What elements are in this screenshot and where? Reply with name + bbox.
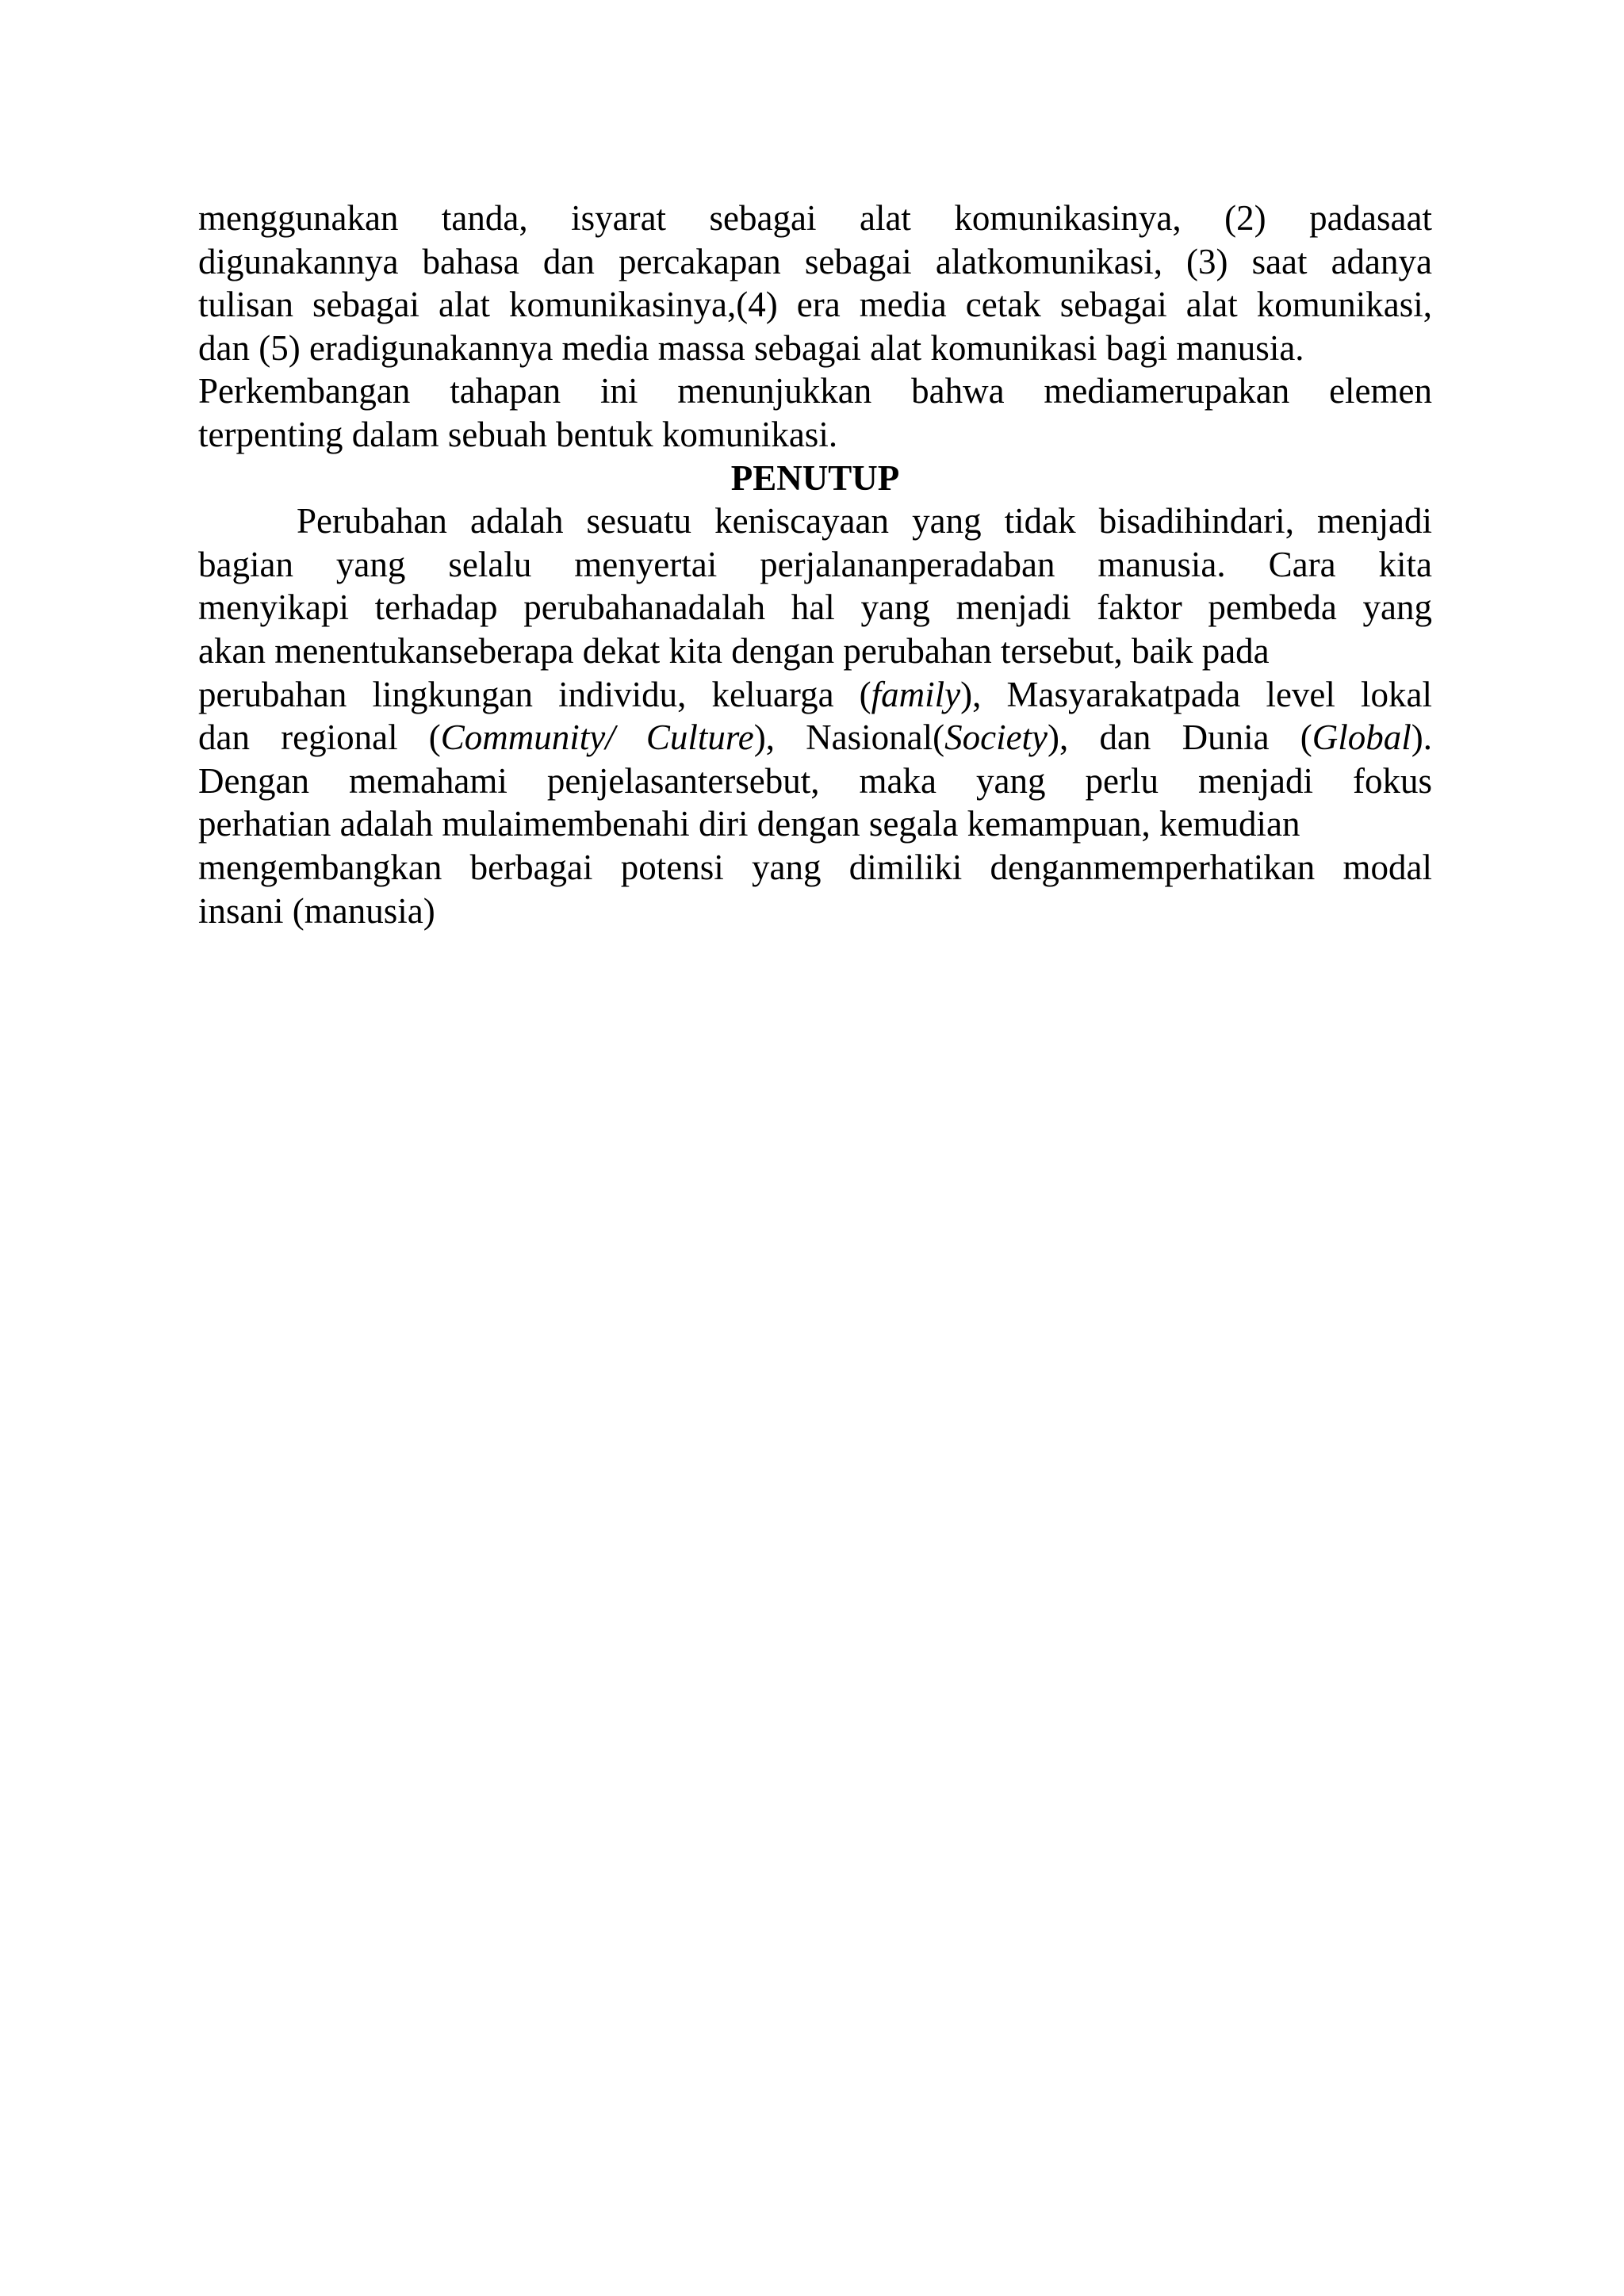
italic-term: Society	[944, 718, 1048, 758]
body-text-line	[198, 716, 1432, 760]
italic-term: family	[871, 674, 961, 714]
body-text-line: mengembangkan berbagai potensi yang dimiliki denganmemperhatikan modal	[198, 847, 1432, 887]
body-text-line: menggunakan tanda, isyarat sebagai alat komunikasinya, (2) padasaat	[198, 198, 1432, 238]
section-heading: PENUTUP	[730, 457, 900, 498]
body-text-line: menyikapi terhadap perubahanadalah hal yang menjadi faktor pembeda yang	[198, 587, 1432, 628]
text-segment: ).	[1411, 718, 1432, 758]
document-body	[198, 197, 1432, 932]
body-text-line: terpenting dalam sebuah bentuk komunikasi.	[198, 414, 838, 454]
text-segment: ), Nasional(	[753, 718, 945, 758]
italic-term: Global	[1312, 718, 1411, 758]
text-segment: perubahan lingkungan individu, keluarga (	[198, 674, 871, 714]
body-text-line: dan (5) eradigunakannya media massa sebagai alat komunikasi bagi manusia.	[198, 327, 1304, 368]
italic-term: Community/ Culture	[440, 718, 754, 758]
body-text-line	[198, 673, 1432, 717]
body-text-line: akan menentukanseberapa dekat kita dengan perubahan tersebut, baik pada	[198, 630, 1270, 671]
body-text-line: Dengan memahami penjelasantersebut, maka yang perlu menjadi fokus	[198, 760, 1432, 801]
body-text-line: tulisan sebagai alat komunikasinya,(4) era media cetak sebagai alat komunikasi,	[198, 285, 1432, 325]
body-text-line: insani (manusia)	[198, 890, 435, 931]
body-text-line: Perkembangan tahapan ini menunjukkan bahwa mediamerupakan elemen	[198, 371, 1432, 411]
text-segment: ), dan Dunia (	[1048, 718, 1312, 758]
body-text-line: bagian yang selalu menyertai perjalananperadaban manusia. Cara kita	[198, 544, 1432, 584]
text-segment: ), Masyarakatpada level lokal	[960, 674, 1432, 714]
body-text-line: digunakannya bahasa dan percakapan sebagai alatkomunikasi, (3) saat adanya	[198, 241, 1432, 281]
body-text-line: perhatian adalah mulaimembenahi diri dengan segala kemampuan, kemudian	[198, 804, 1300, 844]
body-text-line: Perubahan adalah sesuatu keniscayaan yang tidak bisadihindari, menjadi	[297, 501, 1432, 541]
text-segment: dan regional (	[198, 718, 441, 758]
